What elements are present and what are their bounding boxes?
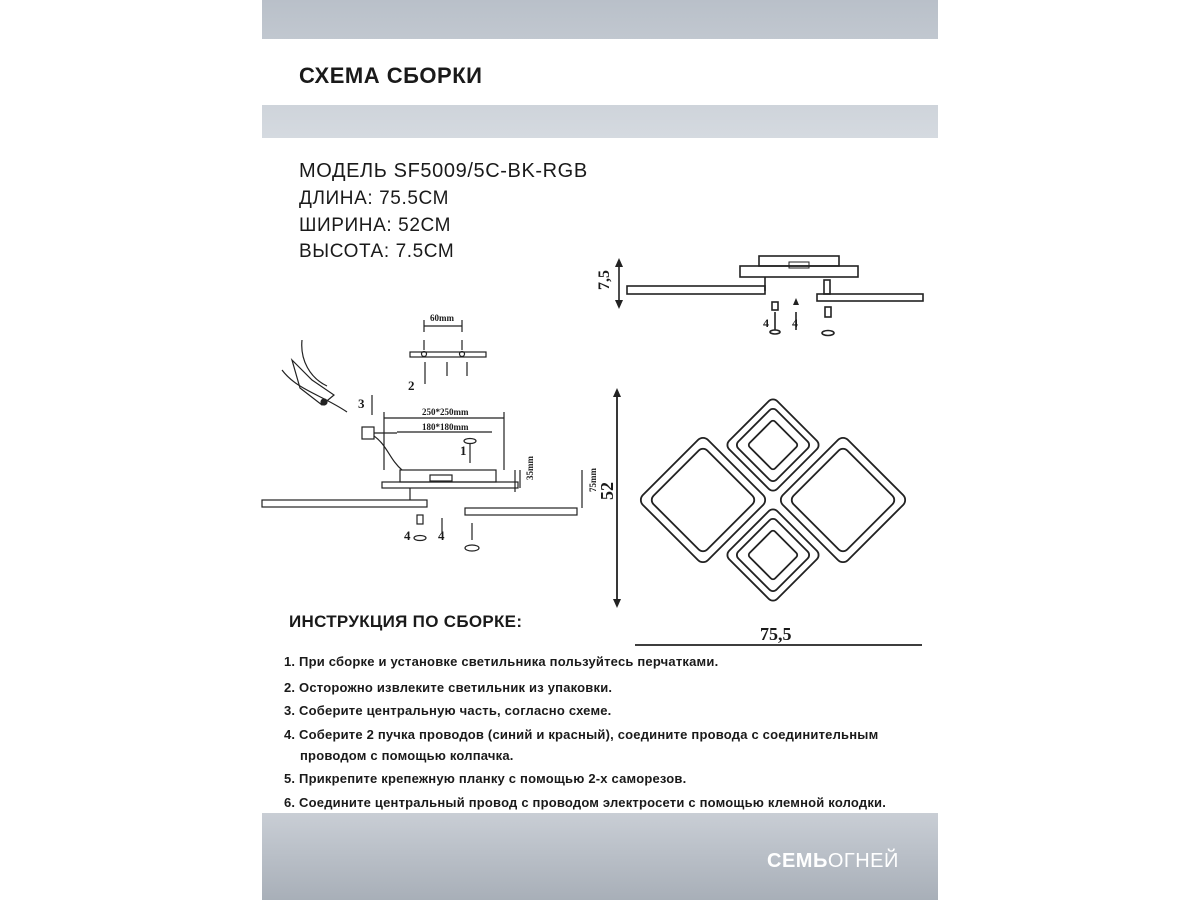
base-depth-label: 35mm — [525, 456, 535, 480]
height-spec: ВЫСОТА: 7.5СМ — [299, 241, 455, 262]
callout-3: 3 — [358, 396, 365, 411]
instructions-title: ИНСТРУКЦИЯ ПО СБОРКЕ: — [289, 612, 523, 631]
instruction-step: 3. Соберите центральную часть, согласно схеме. — [284, 703, 612, 718]
side-callout-4-right: 4 — [792, 316, 798, 330]
top-view-drawing — [613, 388, 922, 645]
bracket-dimension-label: 60mm — [430, 313, 454, 323]
callout-4-right: 4 — [438, 528, 445, 543]
total-depth-label: 75mm — [588, 468, 598, 492]
instruction-step-continuation: проводом с помощью колпачка. — [300, 748, 514, 763]
instruction-step: 4. Соберите 2 пучка проводов (синий и красный), соедините провода с соединительным — [284, 727, 879, 742]
instruction-step: 6. Соедините центральный провод с проводом электросети с помощью клемной колодки. — [284, 795, 887, 810]
side-height-label: 7,5 — [596, 270, 613, 290]
side-view-drawing — [615, 256, 923, 336]
exploded-view-drawing — [262, 320, 582, 551]
length-spec: ДЛИНА: 75.5СМ — [299, 188, 450, 209]
base-inner-dimension-label: 180*180mm — [422, 422, 469, 432]
instruction-step: 1. При сборке и установке светильника пользуйтесь перчатками. — [284, 654, 719, 669]
base-outer-dimension-label: 250*250mm — [422, 407, 469, 417]
callout-1: 1 — [460, 443, 467, 458]
brand-bold: СЕМЬ — [767, 850, 828, 872]
page-title: СХЕМА СБОРКИ — [299, 63, 483, 88]
width-spec: ШИРИНА: 52СМ — [299, 215, 452, 236]
instruction-step: 2. Осторожно извлеките светильник из упаковки. — [284, 680, 613, 695]
top-width-label: 75,5 — [760, 624, 792, 644]
footer-band — [262, 813, 938, 900]
callout-2: 2 — [408, 378, 415, 393]
model-spec: МОДЕЛЬ SF5009/5C-BK-RGB — [299, 160, 588, 182]
callout-4-left: 4 — [404, 528, 411, 543]
brand-logo — [767, 850, 899, 873]
brand-regular: ОГНЕЙ — [827, 850, 899, 872]
side-callout-4-left: 4 — [763, 316, 769, 330]
instruction-sheet — [262, 0, 938, 900]
instruction-step: 5. Прикрепите крепежную планку с помощью 2-х саморезов. — [284, 771, 687, 786]
top-height-label: 52 — [597, 482, 617, 500]
